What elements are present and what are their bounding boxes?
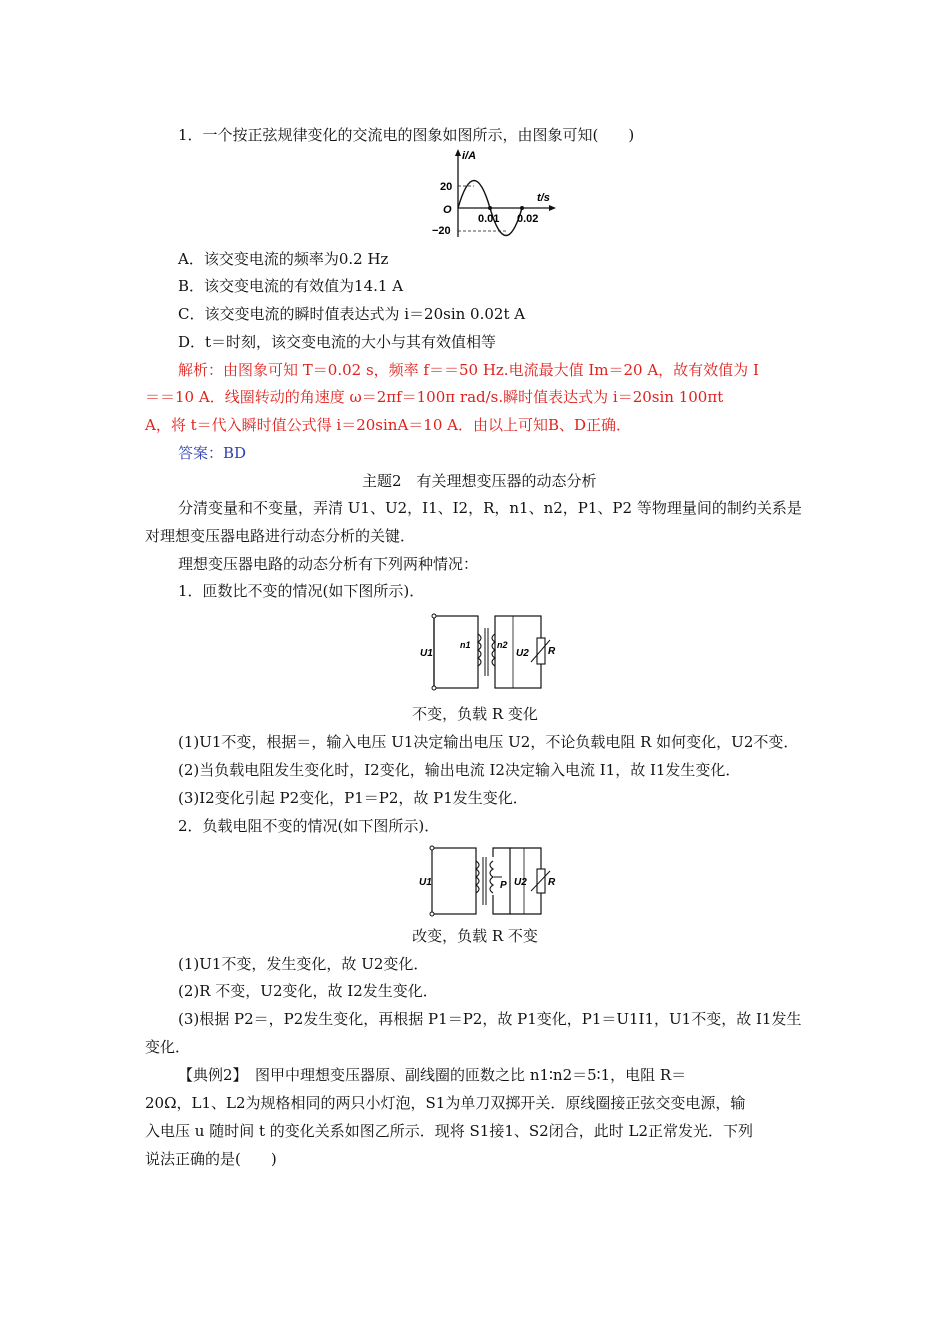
example-2-line-3: 入电压 u 随时间 t 的变化关系如图乙所示．现将 S1接1、S2闭合，此时 L2正常发光．下列 xyxy=(145,1122,753,1140)
origin-label: O xyxy=(443,204,452,216)
option-d: D．t＝时刻，该交变电流的大小与其有效值相等 xyxy=(178,333,497,351)
mark-002 xyxy=(520,206,524,210)
option-a: A．该交变电流的频率为0.2 Hz xyxy=(178,250,389,268)
option-c: C．该交变电流的瞬时值表达式为 i＝20sin 0.02t A xyxy=(178,305,526,323)
case-2-heading: 2．负载电阻不变的情况(如下图所示)． xyxy=(178,817,440,835)
label-r-2: R xyxy=(548,877,556,888)
example-2-line-2: 20Ω，L1、L2为规格相同的两只小灯泡，S1为单刀双掷开关．原线圈接正弦交变电源，输 xyxy=(145,1094,746,1112)
x-label: t/s xyxy=(537,192,550,204)
topic-2-intro-1: 分清变量和不变量，弄清 U1、U2，I1、I2，R，n1、n2，P1、P2 等物理量间的制约关系是 xyxy=(178,499,802,517)
y-axis-arrow xyxy=(455,149,461,156)
case-2-point-1: (1)U1不变，发生变化，故 U2变化． xyxy=(178,955,429,973)
solution-line-2: ＝＝10 A．线圈转动的角速度 ω＝2πf＝100π rad/s.瞬时值表达式为 i＝20sin 100πt xyxy=(145,388,724,406)
x-axis-arrow xyxy=(549,205,556,211)
mark-001 xyxy=(488,206,492,210)
topic-2-title: 主题2 有关理想变压器的动态分析 xyxy=(362,472,597,490)
y-label: i/A xyxy=(462,150,477,162)
case-1-point-3: (3)I2变化引起 P2变化，P1＝P2，故 P1发生变化． xyxy=(178,789,528,807)
answer: 答案：BD xyxy=(178,444,247,462)
case-1-caption: 不变，负载 R 变化 xyxy=(412,705,538,723)
sine-current-graph xyxy=(418,145,558,241)
question-1-stem: 1．一个按正弦规律变化的交流电的图象如图所示，由图象可知( ) xyxy=(178,126,635,144)
y-top-tick: 20 xyxy=(440,181,453,193)
label-u2: U2 xyxy=(516,648,529,659)
x-mid-tick: 0.01 xyxy=(478,213,500,225)
transformer-circuit-1 xyxy=(418,608,562,696)
label-u2-2: U2 xyxy=(514,877,527,888)
secondary-coil-2 xyxy=(490,861,493,893)
label-n1: n1 xyxy=(460,640,471,650)
case-2-point-3: (3)根据 P2＝，P2发生变化，再根据 P1＝P2，故 P1变化，P1＝U1I1，U1不变，故 I1发生 xyxy=(178,1010,802,1028)
x-end-tick: 0.02 xyxy=(517,213,539,225)
case-1-point-2: (2)当负载电阻发生变化时，I2变化，输出电流 I2决定输入电流 I1，故 I1发生变化． xyxy=(178,761,741,779)
case-1-point-1: (1)U1不变，根据＝，输入电压 U1决定输出电压 U2，不论负载电阻 R 如何变化，U2不变． xyxy=(178,733,799,751)
label-u1-2: U1 xyxy=(419,877,432,888)
case-1-heading: 1．匝数比不变的情况(如下图所示)． xyxy=(178,582,425,600)
case-2-caption: 改变，负载 R 不变 xyxy=(412,927,538,945)
transformer-circuit-2 xyxy=(418,843,562,919)
label-n2: n2 xyxy=(497,640,508,650)
label-r: R xyxy=(548,646,556,657)
option-b: B．该交变电流的有效值为14.1 A xyxy=(178,277,404,295)
solution-line-3: A，将 t＝代入瞬时值公式得 i＝20sinA＝10 A．由以上可知B、D正确． xyxy=(145,416,632,434)
label-u1: U1 xyxy=(420,648,433,659)
label-p: P xyxy=(500,880,507,891)
example-2-line-4: 说法正确的是( ) xyxy=(145,1150,277,1168)
case-2-point-2: (2)R 不变，U2变化，故 I2发生变化． xyxy=(178,982,438,1000)
y-bottom-tick: −20 xyxy=(432,225,451,237)
case-2-point-3-cont: 变化． xyxy=(145,1038,191,1056)
topic-2-intro-3: 理想变压器电路的动态分析有下列两种情况： xyxy=(178,555,479,573)
example-2-line-1: 【典例2】 图甲中理想变压器原、副线圈的匝数之比 n1∶n2＝5∶1，电阻 R＝ xyxy=(178,1066,687,1084)
solution-line-1: 解析：由图象可知 T＝0.02 s，频率 f＝＝50 Hz.电流最大值 Im＝20 A，故有效值为 I xyxy=(178,361,759,379)
topic-2-intro-2: 对理想变压器电路进行动态分析的关键． xyxy=(145,527,416,545)
